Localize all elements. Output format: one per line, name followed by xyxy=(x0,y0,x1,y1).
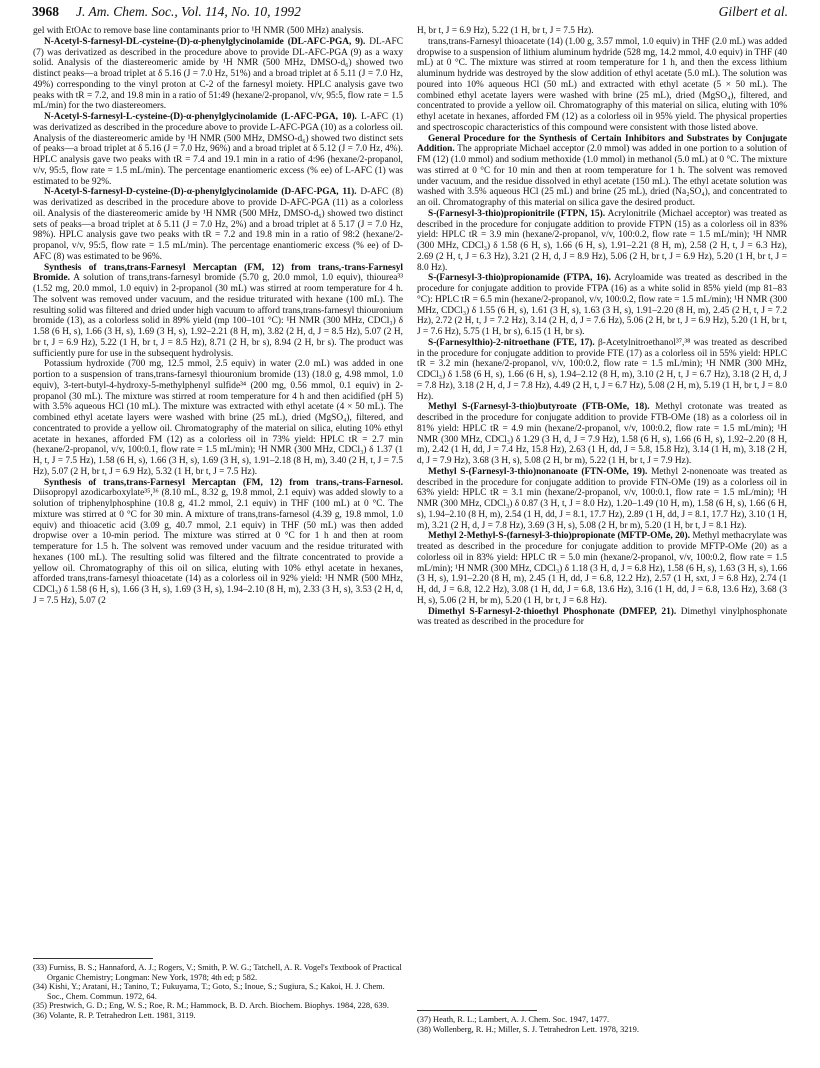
footnote-rule xyxy=(33,958,153,959)
paragraph-body: The appropriate Michael acceptor (2.0 mmol) was added in one portion to a solution of FM (12) (1.0 mmol) and sodium methoxide (1.0 mmol) in methanol (5.0 mL) at 0 °C. The mixture was stirred at 0 °C for 10 min and then at room temperature for 1 h. The solvent was removed under vacuum, and the residue dissolved in ethyl acetate (150 mL). The ethyl acetate solution was washed with 3.5% aqueous HCl (25 mL) and brine (25 mL), dried (Na₂SO₄), and concentrated to an oil. Chromatography of this material on silica gave the desired product. xyxy=(417,144,787,208)
section-heading: N-Acetyl-S-farnesyl-L-cysteine-(D)-α-phenylglycinolamide (L-AFC-PGA, 10). xyxy=(44,112,357,122)
paragraph xyxy=(33,37,403,112)
paragraph-body: Methyl 2-nonenoate was treated as described in the procedure for conjugate addition to provide FTN-OMe (19) as a colorless oil in 63% yield: HPLC tR = 3.1 min (hexane/2-propanol, v/v, 100:0.1, flow rate = 1.5 mL/min); ¹H NMR (300 MHz, CDCl₃) δ 0.87 (3 H, t, J = 8.0 Hz), 1.20–1.49 (10 H, m), 1.58 (6 H, s), 1.66 (6 H, s), 1.94–2.10 (8 H, m), 2.54 (1 H, dd, J = 8.1, 17.7 Hz), 2.89 (1 H, dd, J = 8.1, 17.7 Hz), 3.10 (1 H, m), 3.21 (2 H, d, J = 7.8 Hz), 3.69 (3 H, s), 5.08 (2 H, br m), 5.20 (1 H, br t, J = 8.1 Hz). xyxy=(417,466,787,531)
section-heading: Methyl S-(Farnesyl-3-thio)butyroate (FTB-OMe, 18). xyxy=(428,402,650,413)
paragraph-body: A solution of trans,trans-farnesyl bromide (5.70 g, 20.0 mmol, 1.0 equiv), thiourea³³ (1.52 mg, 20.0 mmol, 1.0 equiv) in 2-propanol (30 mL) was stirred at room temperature for 4 h. The solvent was removed under vacuum, and the residue triturated with hexane (100 mL). The resulting solid was filtered and dried under high vacuum to afford trans,trans-farnesyl thiouronium bromide (13), as a colorless solid in 89% yield (mp 100–101 °C): ¹H NMR (300 MHz, CDCl₃) δ 1.58 (6 H, s), 1.66 (3 H, s), 1.69 (3 H, s), 1.92–2.21 (8 H, m), 3.82 (2 H, d, J = 8.5 Hz), 5.07 (2 H, br t, J = 6.9 Hz), 5.22 (1 H, br t, J = 8.5 Hz), 8.71 (2 H, br s), 8.94 (2 H, br s). The product was sufficiently pure for use in the subsequent hydrolysis. xyxy=(33,273,403,359)
paragraph: trans,trans-Farnesyl thioacetate (14) (1.00 g, 3.57 mmol, 1.0 equiv) in THF (2.0 mL) was added dropwise to a suspension of lithium aluminum hydride (528 mg, 14.2 mmol, 4.0 equiv) in THF (40 mL) at 0 °C. The mixture was stirred at room temperature for 1 h, and then the excess lithium aluminum hydride was destroyed by the slow addition of ethyl acetate (5.0 mL). The solution was poured into 10% aqueous HCl (50 mL) and extracted with ethyl acetate (5 × 50 mL). The combined ethyl acetate layers were washed with brine (25 mL), dried (MgSO₄), filtered, and concentrated to provide a yellow oil. Chromatography of this material on silica, eluting with 10% ethyl acetate in hexanes, afforded FM (12) as a colorless oil in 95% yield. The physical properties and spectroscopic characteristics of this compound were consistent with those listed above. xyxy=(417,36,787,133)
paragraph xyxy=(33,478,403,607)
section-heading: S-(Farnesylthio)-2-nitroethane (FTE, 17). xyxy=(428,337,595,348)
paragraph-body: Methyl crotonate was treated as described in the procedure for conjugate addition to provide FTB-OMe (18) as a colorless oil in 81% yield: HPLC tR = 4.9 min (hexane/2-propanol, v/v, 100:0.2, flow rate = 1.5 mL/min); ¹H NMR (300 MHz, CDCl₃) δ 1.29 (3 H, d, J = 7.9 Hz), 1.58 (6 H, s), 1.66 (6 H, s), 1.92–2.20 (8 H, m), 2.42 (1 H, dd, J = 7.4 Hz, 15.8 Hz), 2.63 (1 H, dd, J = 5.8, 15.8 Hz), 3.14 (1 H, m), 3.18 (2 H, d, J = 7.9 Hz), 3.68 (3 H, s), 5.08 (2 H, br m), 5.22 (1 H, br t, J = 7.9 Hz). xyxy=(417,402,787,466)
section-heading: Synthesis of trans,trans-Farnesyl Mercaptan (FM, 12) from trans,-trans-Farnesol. xyxy=(44,477,403,488)
footnote: (35) Prestwich, G. D.; Eng, W. S.; Roe, R. M.; Hammock, B. D. Arch. Biochem. Biophys. 1984, 228, 639. xyxy=(33,1001,389,1011)
right-column xyxy=(417,26,787,628)
paragraph-body: Acrylonitrile (Michael acceptor) was treated as described in the procedure for conjugate addition to provide FTPN (15) as a colorless oil in 83% yield: HPLC tR = 3.9 min (hexane/2-propanol, v/v, 100:0.2, flow rate = 1.5 mL/min); ¹H NMR (300 MHz, CDCl₃) δ 1.58 (6 H, s), 1.66 (6 H, s), 1.91–2.21 (8 H, m), 2.58 (2 H, t, J = 6.3 Hz), 2.69 (2 H, t, J = 6.3 Hz), 3.21 (2 H, d, J = 8.9 Hz), 5.06 (2 H, br t, J = 6.9 Hz), 5.20 (1 H, br t, J = 8.0 Hz). xyxy=(417,208,787,273)
footnote: (33) Furniss, B. S.; Hannaford, A. J.; Rogers, V.; Smith, P. W. G.; Tatchell, A. R. Vogel's Textbook of Practical Organic Chemistry; Longman: New York, 1978; 4th ed; p 582. xyxy=(33,963,402,982)
footnotes-left xyxy=(33,963,403,1021)
section-heading: Dimethyl S-Farnesyl-2-thioethyl Phosphonate (DMFEP, 21). xyxy=(428,606,677,617)
footnote: (34) Kishi, Y.; Aratani, H.; Tanino, T.; Fukuyama, T.; Goto, S.; Inoue, S.; Sugiura, S.; Kakoi, H. J. Chem. Soc., Chem. Commun. 1972, 64. xyxy=(33,982,385,1001)
section-heading: Methyl 2-Methyl-S-(farnesyl-3-thio)propionate (MFTP-OMe, 20). xyxy=(428,531,690,542)
running-header xyxy=(32,4,788,26)
paragraph xyxy=(417,338,787,403)
paragraph xyxy=(33,187,403,262)
section-heading: S-(Farnesyl-3-thio)propionamide (FTPA, 16). xyxy=(428,273,611,284)
paragraph-body: Diisopropyl azodicarboxylate³⁵,³⁶ (8.10 mL, 8.32 g, 19.8 mmol, 2.1 equiv) was added slowly to a solution of triphenylphosphine (10.8 g, 41.2 mmol, 2.1 equiv) in THF (100 mL) at 0 °C. The mixture was stirred at 0 °C for 30 min. A mixture of trans,trans-farnesol (4.39 g, 19.8 mmol, 1.0 equiv) and thioacetic acid (3.09 g, 40.7 mmol, 2.1 equiv) in THF (50 mL) was then added dropwise over a 10-min period. The mixture was stirred at 0 °C for 1 h and then at room temperature for 1.5 h. The solvent was removed under vacuum and the residue triturated with hexanes (100 mL). The resulting solid was filtered and the filtrate concentrated to provide a yellow oil. Chromatography of this oil on silica, eluting with 10% ethyl acetate in hexanes, afforded trans,trans-farnesyl thioacetate (14) as a colorless oil in 92% yield: ¹H NMR (500 MHz, CDCl₃) δ 1.58 (6 H, s), 1.66 (3 H, s), 1.69 (3 H, s), 1.94–2.10 (8 H, m), 2.33 (3 H, s), 3.53 (2 H, d, J = 7.5 Hz), 5.07 (2 xyxy=(33,488,403,606)
section-heading: N-Acetyl-S-farnesyl-DL-cysteine-(D)-α-phenylglycinolamide (DL-AFC-PGA, 9). xyxy=(44,36,366,47)
paragraph: Potassium hydroxide (700 mg, 12.5 mmol, 2.5 equiv) in water (2.0 mL) was added in one portion to a suspension of trans,trans-farnesyl thiouronium bromide (13) (18.0 g, 4.98 mmol, 1.0 equiv), 3-tert-butyl-4-hydroxy-5-methylphenyl sulfide³⁴ (200 mg, 0.56 mmol, 0.1 equiv) in 2-propanol (30 mL). The mixture was stirred at room temperature for 4 h and then acidified (pH 5) with 3.5% aqueous HCl (10 mL). The mixture was extracted with ethyl acetate (4 × 50 mL). The combined ethyl acetate layers were washed with brine (25 mL), dried (MgSO₄), filtered, and concentrated to provide a yellow oil. Chromatography of the material on silica, eluting 10% ethyl acetate in hexanes, afforded FM (12) as a colorless oil in 73% yield: HPLC tR = 2.7 min (hexane/2-propanol, v/v, 100:0.1, flow rate = 1.5 mL/min); ¹H NMR (300 MHz, CDCl₃) δ 1.37 (1 H, t, J = 7.5 Hz), 1.58 (6 H, s), 1.66 (3 H, s), 1.69 (3 H, s), 1.91–2.18 (8 H, m), 3.40 (2 H, t, J = 7.5 Hz), 5.07 (2 H, br t, J = 6.9 Hz), 5.32 (1 H, br t, J = 7.5 Hz). xyxy=(33,359,403,477)
left-column xyxy=(33,26,403,607)
paragraph xyxy=(417,607,787,629)
paragraph-body: β-Acetylnitroethanol³⁷,³⁸ was treated as described in the procedure for conjugate addition to provide FTE (17) as a colorless oil in 55% yield: HPLC tR = 3.2 min (hexane/2-propanol, v/v, 100:0.2, flow rate = 1.5 mL/min); ¹H NMR (300 MHz, CDCl₃) δ 1.58 (6 H, s), 1.66 (6 H, s), 1.94–2.12 (8 H, m), 3.10 (2 H, t, J = 6.7 Hz), 3.18 (2 H, d, J = 7.8 Hz), 3.18 (2 H, d, J = 7.8 Hz), 4.49 (2 H, t, J = 6.7 Hz), 5.08 (2 H, m), 5.19 (1 H, br t, J = 8.0 Hz). xyxy=(417,337,787,402)
section-heading: General Procedure for the Synthesis of Certain Inhibitors and Substrates by Conjugate Addition. xyxy=(417,133,787,155)
section-heading: N-Acetyl-S-farnesyl-D-cysteine-(D)-α-phenylglycinolamide (D-AFC-PGA, 11). xyxy=(44,187,357,198)
journal-citation: J. Am. Chem. Soc., Vol. 114, No. 10, 1992 xyxy=(76,4,301,19)
page-number: 3968 xyxy=(32,4,59,19)
paragraph xyxy=(417,531,787,606)
paragraph-body: L-AFC (1) was derivatized as described in the procedure above to provide L-AFC-PGA (10) as a colorless oil. Analysis of the diastereomeric amide by ¹H NMR (500 MHz, DMSO-d₆) showed two distinct sets of peaks—a broad triplet at δ 5.16 (J = 7.0 Hz, 96%) and a broad triplet at δ 5.12 (J = 7.0 Hz, 4%). HPLC analysis gave two peaks with tR = 7.4 and 19.1 min in a ratio of 4:96 (hexane/2-propanol, v/v, 95:5, flow rate = 1.5 mL/min). The percentage enantiomeric excess (% ee) of L-AFC (1) was estimated to be 92%. xyxy=(33,112,404,187)
paragraph xyxy=(33,263,403,360)
paragraph xyxy=(417,402,787,467)
section-heading: S-(Farnesyl-3-thio)propionitrile (FTPN, 15). xyxy=(428,208,606,219)
paragraph-body: Dimethyl vinylphosphonate was treated as described in the procedure for xyxy=(417,606,787,628)
paragraph: H, br t, J = 6.9 Hz), 5.22 (1 H, br t, J = 7.5 Hz). xyxy=(417,26,594,36)
paragraph xyxy=(417,209,787,274)
section-heading: Synthesis of trans,trans-Farnesyl Mercaptan (FM, 12) from trans,-trans-Farnesyl Bromide. xyxy=(33,262,403,284)
running-authors: Gilbert et al. xyxy=(718,4,788,19)
paragraph: gel with EtOAc to remove base line contaminants prior to ¹H NMR (500 MHz) analysis. xyxy=(33,26,364,36)
footnote: (37) Heath, R. L.; Lambert, A. J. Chem. Soc. 1947, 1477. xyxy=(417,1015,610,1024)
paragraph xyxy=(417,467,787,532)
footnote-rule xyxy=(417,1010,537,1011)
paragraph-body: Methyl methacrylate was treated as described in the procedure for conjugate addition to provide MFTP-OMe (20) as a colorless oil in 83% yield: HPLC tR = 5.0 min (hexane/2-propanol, v/v, 100:0.2, flow rate = 1.5 mL/min); ¹H NMR (300 MHz, CDCl₃) δ 1.18 (3 H, d, J = 6.8 Hz), 1.58 (6 H, s), 1.63 (3 H, s), 1.66 (3 H, s), 1.91–2.20 (8 H, m), 2.45 (1 H, dd, J = 6.8, 12.2 Hz), 2.57 (1 H, sxt, J = 6.8 Hz), 2.74 (1 H, dd, J = 6.8, 12.2 Hz), 3.08 (1 H, dd, J = 6.8, 13.6 Hz), 3.16 (1 H, dd, J = 6.8, 13.6 Hz), 3.68 (3 H, s), 5.06 (2 H, br m), 5.20 (1 H, br t, J = 6.8 Hz). xyxy=(417,531,787,606)
paragraph-body: D-AFC (8) was derivatized as described in the procedure above to provide D-AFC-PGA (11) as a colorless oil. Analysis of the diastereomeric amide by ¹H NMR (500 MHz, DMSO-d₆) showed two distinct sets of peaks—a broad triplet at δ 5.11 (J = 7.0 Hz, 2%) and a broad triplet at δ 5.17 (J = 7.0 Hz, 98%). HPLC analysis gave two peaks with tR = 7.2 and 19.8 min in a ratio of 98:2 (hexane/2-propanol, v/v, 95:5, flow rate = 1.5 mL/min). The percentage enantiomeric excess (% ee) of D-AFC (8) was estimated to be 96%. xyxy=(33,187,403,262)
section-heading: Methyl S-(Farnesyl-3-thio)nonanoate (FTN-OMe, 19). xyxy=(428,466,648,477)
paragraph xyxy=(417,134,787,209)
footnote: (38) Wollenberg, R. H.; Miller, S. J. Tetrahedron Lett. 1978, 3219. xyxy=(417,1024,639,1034)
footnote: (36) Volante, R. P. Tetrahedron Lett. 1981, 3119. xyxy=(33,1010,196,1020)
paragraph-body: Acryloamide was treated as described in the procedure for conjugate addition to provide FTPA (16) as a white solid in 85% yield (mp 81–83 °C): HPLC tR = 6.5 min (hexane/2-propanol, v/v, 100:0.2, flow rate = 1.5 mL/min); ¹H NMR (300 MHz, CDCl₃) δ 1.55 (6 H, s), 1.61 (3 H, s), 1.63 (3 H, s), 1.91–2.20 (8 H, m), 2.45 (2 H, t, J = 7.2 Hz), 2.72 (2 H, t, J = 7.2 Hz), 3.14 (2 H, d, J = 7.6 Hz), 5.06 (2 H, br t, J = 6.9 Hz), 5.20 (1 H, br t, J = 7.6 Hz), 5.75 (1 H, br s), 6.15 (1 H, br s). xyxy=(417,273,788,337)
paragraph xyxy=(417,273,787,338)
paragraph-body: DL-AFC (7) was derivatized as described in the procedure above to provide DL-AFC-PGA (9) as a waxy solid. Analysis of the diastereomeric amide by ¹H NMR (500 MHz, DMSO-d₆) showed two distinct peaks—a broad triplet at δ 5.16 (J = 7.0 Hz, 51%) and a broad triplet at δ 5.11 (J = 7.0 Hz, 49%) corresponding to the vinyl proton at C-2 of the farnesyl moiety. HPLC analysis gave two peaks with tR = 7.2, and 19.8 min in a ratio of 51:49 (hexane/2-propanol, v/v, 95:5, flow rate = 1.5 mL/min) for the two diastereomers. xyxy=(33,36,403,112)
footnotes-right xyxy=(417,1015,787,1034)
paragraph xyxy=(33,112,403,187)
